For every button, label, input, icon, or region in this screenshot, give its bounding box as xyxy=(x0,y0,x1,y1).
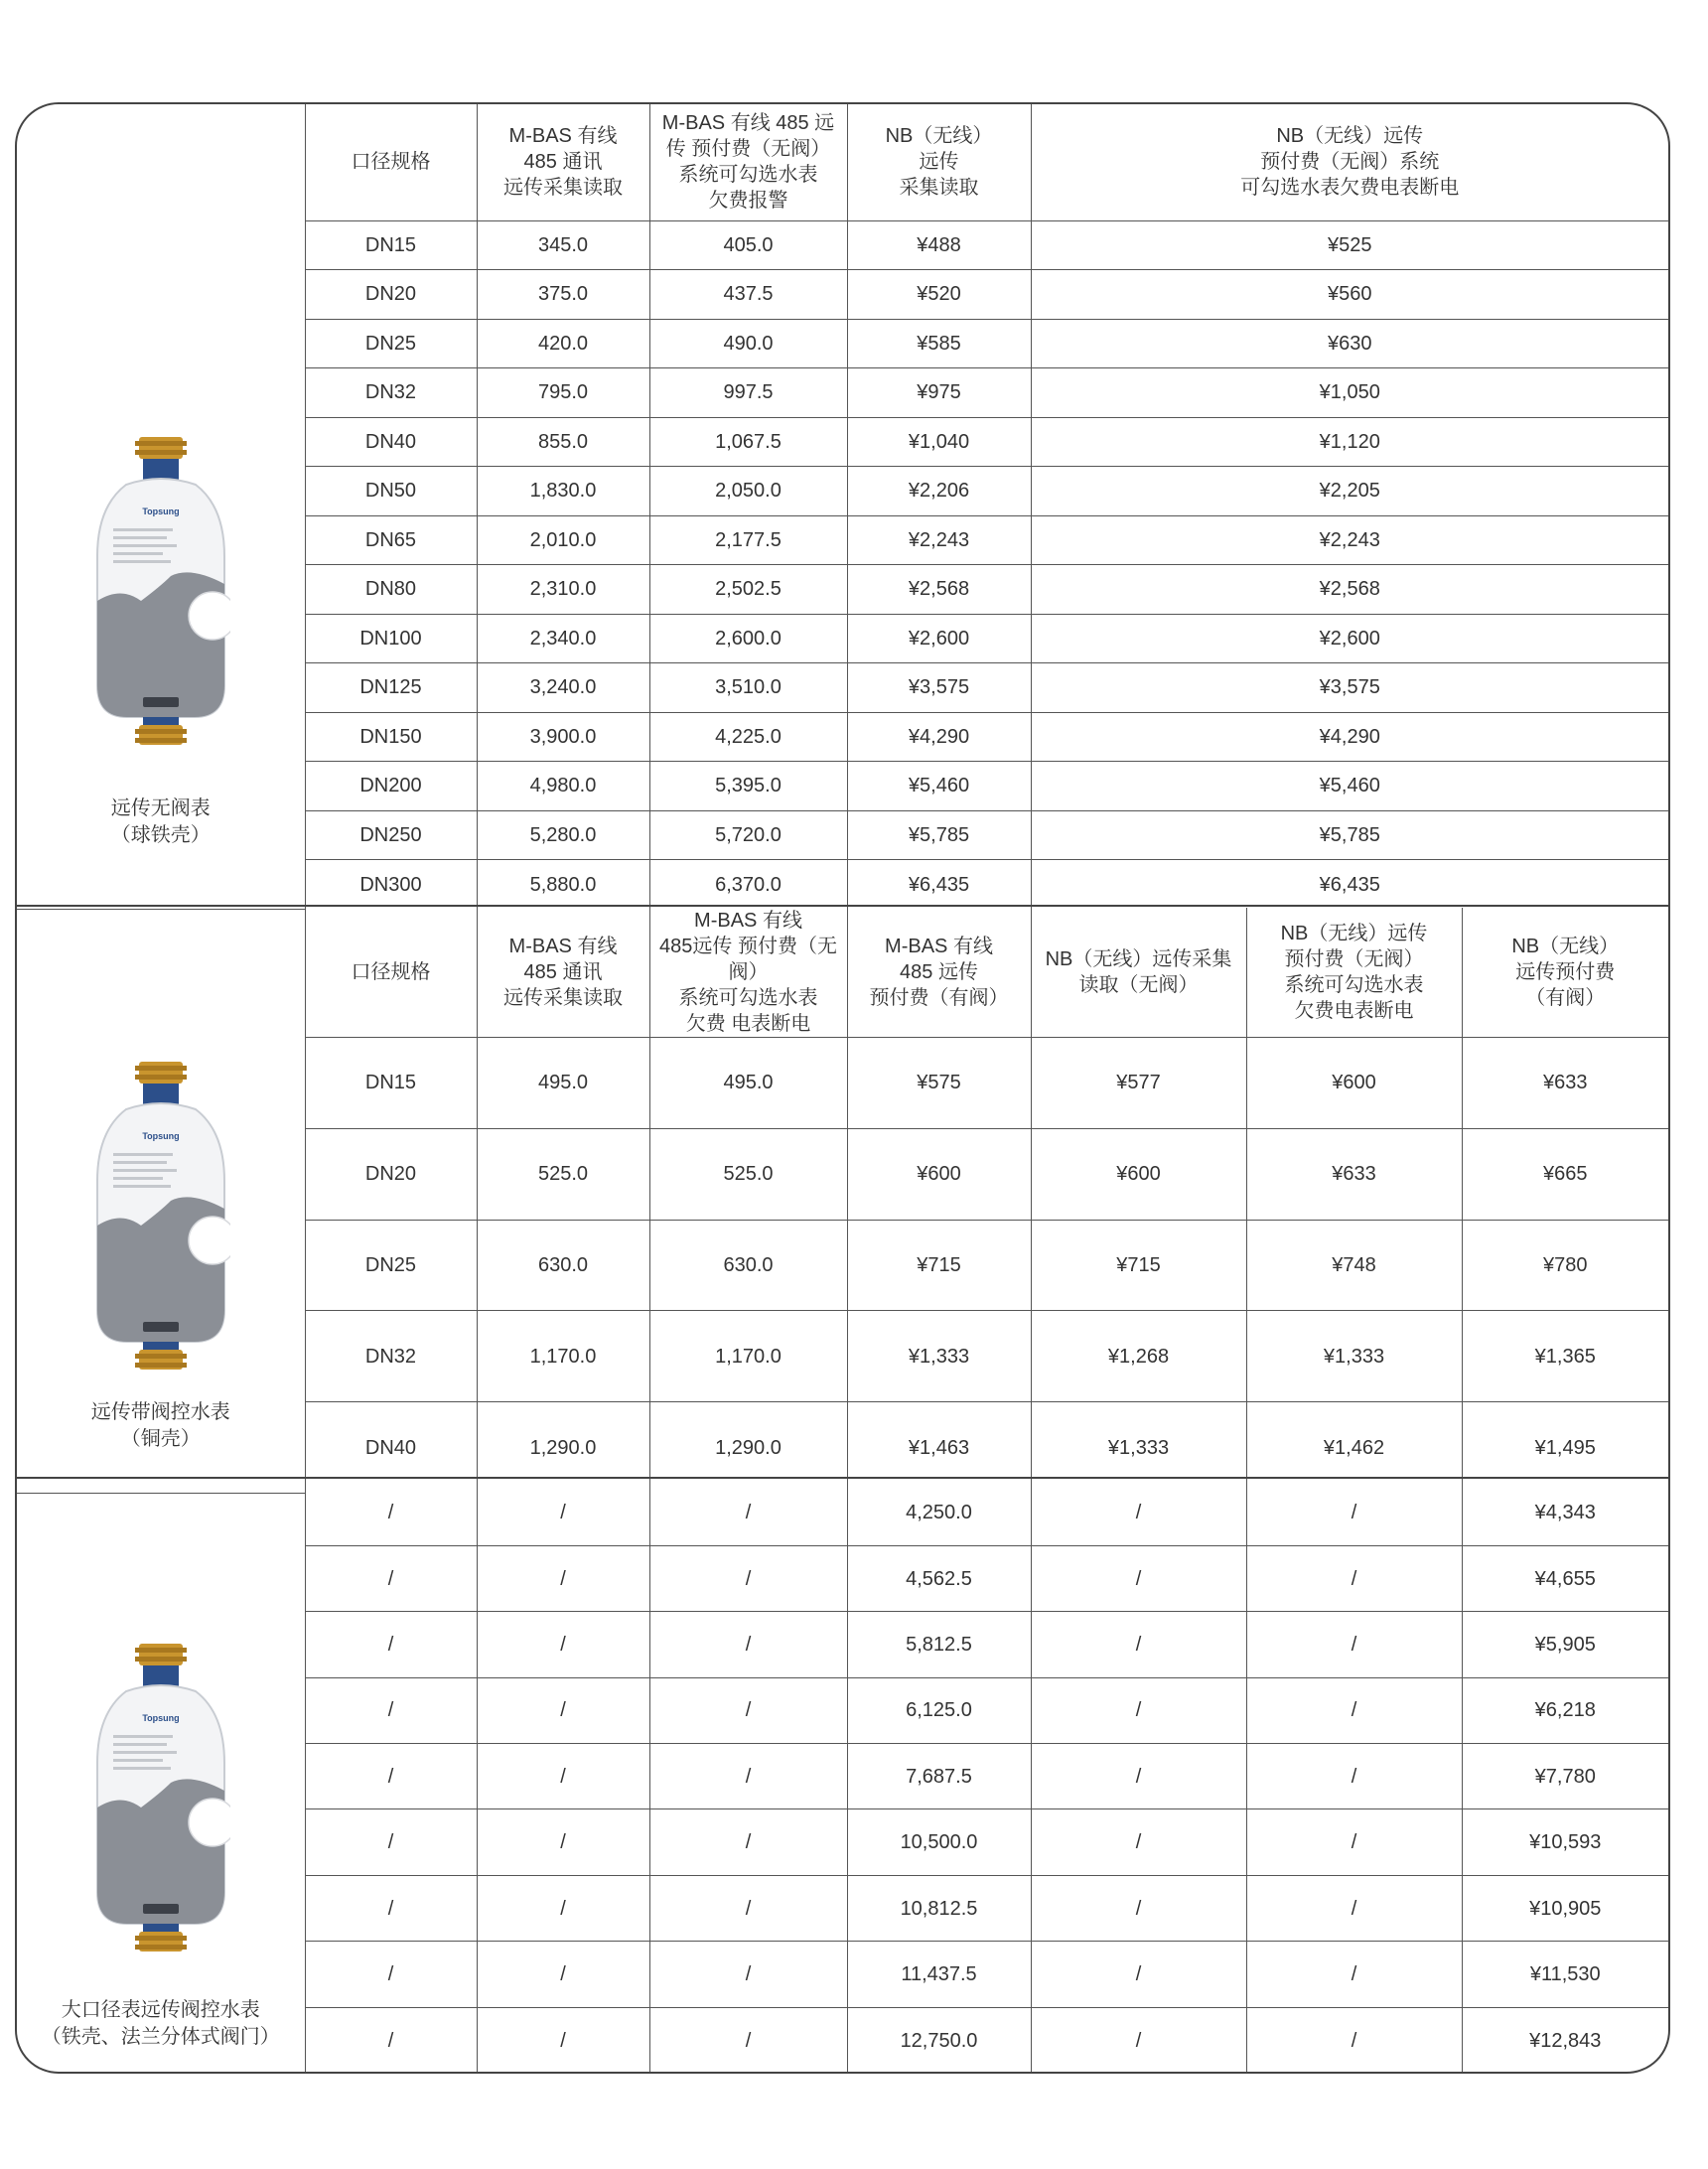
price-cell: ¥488 xyxy=(847,220,1031,270)
price-cell: 2,600.0 xyxy=(649,614,847,663)
product-caption: 远传无阀表 （球铁壳） xyxy=(110,796,211,846)
price-cell: ¥5,905 xyxy=(1462,1612,1668,1677)
table-header-row xyxy=(17,908,1668,1038)
price-table-frame xyxy=(15,102,1670,2074)
price-cell: / xyxy=(1031,1677,1246,1743)
price-cell: ¥1,462 xyxy=(1246,1402,1462,1494)
price-cell: ¥748 xyxy=(1246,1220,1462,1311)
size-cell: / xyxy=(305,1677,477,1743)
price-cell: / xyxy=(477,1875,649,1941)
price-cell: 3,900.0 xyxy=(477,712,649,762)
price-cell: ¥2,568 xyxy=(847,565,1031,615)
price-cell: / xyxy=(1246,1612,1462,1677)
price-cell: ¥4,343 xyxy=(1462,1480,1668,1545)
price-cell: 1,170.0 xyxy=(649,1311,847,1402)
price-cell: / xyxy=(1246,1677,1462,1743)
column-header: NB（无线） 远传 采集读取 xyxy=(847,104,1031,220)
price-cell: ¥2,243 xyxy=(847,515,1031,565)
price-cell: ¥1,333 xyxy=(1031,1402,1246,1494)
water-meter-icon xyxy=(91,437,230,745)
column-header: 口径规格 xyxy=(305,104,477,220)
price-cell: 3,240.0 xyxy=(477,663,649,713)
price-cell: / xyxy=(477,1480,649,1545)
price-cell: ¥2,600 xyxy=(847,614,1031,663)
price-cell: / xyxy=(1031,1744,1246,1809)
price-cell: 4,980.0 xyxy=(477,762,649,811)
price-cell: ¥2,600 xyxy=(1031,614,1668,663)
water-meter-icon xyxy=(91,1644,230,1952)
price-cell: 5,280.0 xyxy=(477,810,649,860)
price-cell: / xyxy=(1031,1612,1246,1677)
price-cell: 1,290.0 xyxy=(649,1402,847,1494)
price-cell: ¥5,460 xyxy=(1031,762,1668,811)
size-cell: / xyxy=(305,1545,477,1611)
price-cell: 1,170.0 xyxy=(477,1311,649,1402)
price-cell: ¥560 xyxy=(1031,270,1668,320)
price-cell: 1,290.0 xyxy=(477,1402,649,1494)
price-cell: ¥520 xyxy=(847,270,1031,320)
price-cell: / xyxy=(1031,1809,1246,1875)
size-cell: DN125 xyxy=(305,663,477,713)
price-cell: ¥630 xyxy=(1031,319,1668,368)
size-cell: / xyxy=(305,1809,477,1875)
price-cell: ¥5,785 xyxy=(847,810,1031,860)
price-cell: 4,225.0 xyxy=(649,712,847,762)
price-cell: ¥633 xyxy=(1246,1128,1462,1220)
size-cell: DN200 xyxy=(305,762,477,811)
price-cell: 2,010.0 xyxy=(477,515,649,565)
column-header: NB（无线）远传采集 读取（无阀） xyxy=(1031,908,1246,1038)
product-cell xyxy=(17,104,305,909)
product-cell xyxy=(17,1480,305,2074)
column-header: M-BAS 有线 485 通讯 远传采集读取 xyxy=(477,908,649,1038)
price-cell: ¥1,050 xyxy=(1031,368,1668,418)
price-table-remote-no-valve xyxy=(17,104,1668,910)
size-cell: DN40 xyxy=(305,417,477,467)
price-cell: / xyxy=(477,1809,649,1875)
size-cell: DN25 xyxy=(305,1220,477,1311)
size-cell: DN80 xyxy=(305,565,477,615)
column-header: M-BAS 有线 485远传 预付费（无阀） 系统可勾选水表 欠费 电表断电 xyxy=(649,908,847,1038)
size-cell: / xyxy=(305,2007,477,2073)
price-cell: 490.0 xyxy=(649,319,847,368)
price-cell: ¥6,435 xyxy=(1031,860,1668,910)
section-divider xyxy=(17,1477,1668,1479)
size-cell: DN150 xyxy=(305,712,477,762)
price-cell: ¥11,530 xyxy=(1462,1942,1668,2007)
price-cell: 4,562.5 xyxy=(847,1545,1031,1611)
price-cell: ¥2,205 xyxy=(1031,467,1668,516)
price-cell: ¥3,575 xyxy=(847,663,1031,713)
product-cell xyxy=(17,908,305,1493)
price-cell: / xyxy=(649,1809,847,1875)
price-cell: ¥2,206 xyxy=(847,467,1031,516)
column-header: NB（无线） 远传预付费 （有阀） xyxy=(1462,908,1668,1038)
price-cell: 2,050.0 xyxy=(649,467,847,516)
column-header: NB（无线）远传 预付费（无阀）系统 可勾选水表欠费电表断电 xyxy=(1031,104,1668,220)
price-cell: 11,437.5 xyxy=(847,1942,1031,2007)
price-cell: / xyxy=(1031,1875,1246,1941)
size-cell: DN15 xyxy=(305,220,477,270)
price-cell: / xyxy=(649,1480,847,1545)
price-cell: ¥1,495 xyxy=(1462,1402,1668,1494)
price-cell: ¥715 xyxy=(847,1220,1031,1311)
section-divider xyxy=(17,905,1668,907)
price-cell: ¥2,243 xyxy=(1031,515,1668,565)
table-header-row xyxy=(17,104,1668,220)
price-cell: ¥525 xyxy=(1031,220,1668,270)
price-cell: 5,812.5 xyxy=(847,1612,1031,1677)
price-cell: 375.0 xyxy=(477,270,649,320)
size-cell: DN50 xyxy=(305,467,477,516)
size-cell: / xyxy=(305,1480,477,1545)
price-cell: ¥10,905 xyxy=(1462,1875,1668,1941)
price-cell: / xyxy=(1031,1545,1246,1611)
price-cell: ¥6,435 xyxy=(847,860,1031,910)
price-cell: / xyxy=(477,1744,649,1809)
price-cell: 1,067.5 xyxy=(649,417,847,467)
price-cell: ¥1,365 xyxy=(1462,1311,1668,1402)
price-cell: ¥1,040 xyxy=(847,417,1031,467)
column-header: M-BAS 有线 485 通讯 远传采集读取 xyxy=(477,104,649,220)
svg-text:Topsung: Topsung xyxy=(142,1713,180,1723)
price-cell: ¥575 xyxy=(847,1038,1031,1129)
price-cell: ¥10,593 xyxy=(1462,1809,1668,1875)
column-header: NB（无线）远传 预付费（无阀） 系统可勾选水表 欠费电表断电 xyxy=(1246,908,1462,1038)
price-cell: / xyxy=(1031,1480,1246,1545)
size-cell: DN32 xyxy=(305,1311,477,1402)
price-cell: ¥4,290 xyxy=(1031,712,1668,762)
size-cell: DN32 xyxy=(305,368,477,418)
price-cell: ¥7,780 xyxy=(1462,1744,1668,1809)
price-cell: ¥633 xyxy=(1462,1038,1668,1129)
price-cell: 2,177.5 xyxy=(649,515,847,565)
price-cell: 997.5 xyxy=(649,368,847,418)
price-cell: / xyxy=(477,1942,649,2007)
price-cell: 5,880.0 xyxy=(477,860,649,910)
size-cell: DN40 xyxy=(305,1402,477,1494)
price-cell: 345.0 xyxy=(477,220,649,270)
svg-text:Topsung: Topsung xyxy=(142,506,180,516)
price-cell: 7,687.5 xyxy=(847,1744,1031,1809)
price-cell: 5,720.0 xyxy=(649,810,847,860)
size-cell: / xyxy=(305,1612,477,1677)
price-cell: / xyxy=(1246,1480,1462,1545)
price-cell: 420.0 xyxy=(477,319,649,368)
size-cell: DN15 xyxy=(305,1038,477,1129)
product-caption: 大口径表远传阀控水表 （铁壳、法兰分体式阀门） xyxy=(41,1999,280,2049)
size-cell: DN20 xyxy=(305,270,477,320)
size-cell: DN25 xyxy=(305,319,477,368)
price-cell: / xyxy=(1246,1942,1462,2007)
price-cell: ¥3,575 xyxy=(1031,663,1668,713)
price-cell: / xyxy=(649,1942,847,2007)
price-cell: 10,812.5 xyxy=(847,1875,1031,1941)
price-cell: 855.0 xyxy=(477,417,649,467)
price-cell: 495.0 xyxy=(649,1038,847,1129)
column-header: 口径规格 xyxy=(305,908,477,1038)
price-cell: 2,310.0 xyxy=(477,565,649,615)
price-cell: 10,500.0 xyxy=(847,1809,1031,1875)
price-cell: ¥1,333 xyxy=(1246,1311,1462,1402)
size-cell: / xyxy=(305,1875,477,1941)
price-cell: 630.0 xyxy=(477,1220,649,1311)
price-cell: ¥600 xyxy=(1246,1038,1462,1129)
price-cell: / xyxy=(477,1677,649,1743)
price-cell: 630.0 xyxy=(649,1220,847,1311)
price-cell: ¥12,843 xyxy=(1462,2007,1668,2073)
product-caption: 远传带阀控水表 （铜壳） xyxy=(90,1400,230,1450)
price-cell: ¥2,568 xyxy=(1031,565,1668,615)
price-cell: ¥4,655 xyxy=(1462,1545,1668,1611)
price-cell: ¥780 xyxy=(1462,1220,1668,1311)
table-row xyxy=(17,1480,1668,1545)
price-cell: / xyxy=(477,2007,649,2073)
price-cell: 795.0 xyxy=(477,368,649,418)
price-cell: / xyxy=(1031,1942,1246,2007)
size-cell: DN100 xyxy=(305,614,477,663)
price-cell: / xyxy=(1246,2007,1462,2073)
price-cell: ¥1,120 xyxy=(1031,417,1668,467)
price-cell: 405.0 xyxy=(649,220,847,270)
price-cell: ¥600 xyxy=(847,1128,1031,1220)
price-cell: ¥577 xyxy=(1031,1038,1246,1129)
price-cell: ¥665 xyxy=(1462,1128,1668,1220)
price-cell: ¥1,463 xyxy=(847,1402,1031,1494)
price-cell: ¥585 xyxy=(847,319,1031,368)
price-cell: 12,750.0 xyxy=(847,2007,1031,2073)
price-cell: / xyxy=(477,1545,649,1611)
price-cell: 2,340.0 xyxy=(477,614,649,663)
price-cell: 525.0 xyxy=(477,1128,649,1220)
price-cell: ¥715 xyxy=(1031,1220,1246,1311)
price-cell: / xyxy=(649,1677,847,1743)
price-cell: / xyxy=(649,1545,847,1611)
size-cell: DN250 xyxy=(305,810,477,860)
price-table-large-caliber xyxy=(17,1480,1668,2074)
column-header: M-BAS 有线 485 远传 预付费（有阀） xyxy=(847,908,1031,1038)
price-cell: ¥1,333 xyxy=(847,1311,1031,1402)
size-cell: DN300 xyxy=(305,860,477,910)
price-cell: / xyxy=(477,1612,649,1677)
price-cell: 6,370.0 xyxy=(649,860,847,910)
price-cell: 5,395.0 xyxy=(649,762,847,811)
price-cell: ¥1,268 xyxy=(1031,1311,1246,1402)
price-cell: / xyxy=(1031,2007,1246,2073)
svg-text:Topsung: Topsung xyxy=(142,1131,180,1141)
price-cell: 6,125.0 xyxy=(847,1677,1031,1743)
price-cell: / xyxy=(649,1744,847,1809)
price-table-remote-valve-control xyxy=(17,908,1668,1494)
price-cell: / xyxy=(1246,1744,1462,1809)
price-cell: ¥600 xyxy=(1031,1128,1246,1220)
price-cell: 2,502.5 xyxy=(649,565,847,615)
size-cell: / xyxy=(305,1744,477,1809)
price-cell: 525.0 xyxy=(649,1128,847,1220)
price-cell: 3,510.0 xyxy=(649,663,847,713)
price-cell: / xyxy=(649,1612,847,1677)
price-cell: / xyxy=(1246,1809,1462,1875)
price-cell: / xyxy=(1246,1545,1462,1611)
price-cell: 495.0 xyxy=(477,1038,649,1129)
water-meter-icon xyxy=(91,1062,230,1370)
price-cell: / xyxy=(649,2007,847,2073)
size-cell: / xyxy=(305,1942,477,2007)
price-cell: ¥5,785 xyxy=(1031,810,1668,860)
price-cell: ¥4,290 xyxy=(847,712,1031,762)
column-header: M-BAS 有线 485 远 传 预付费（无阀） 系统可勾选水表 欠费报警 xyxy=(649,104,847,220)
price-cell: ¥975 xyxy=(847,368,1031,418)
price-cell: 437.5 xyxy=(649,270,847,320)
size-cell: DN65 xyxy=(305,515,477,565)
price-cell: / xyxy=(1246,1875,1462,1941)
price-cell: ¥5,460 xyxy=(847,762,1031,811)
price-cell: 1,830.0 xyxy=(477,467,649,516)
price-cell: / xyxy=(649,1875,847,1941)
size-cell: DN20 xyxy=(305,1128,477,1220)
price-cell: 4,250.0 xyxy=(847,1480,1031,1545)
price-cell: ¥6,218 xyxy=(1462,1677,1668,1743)
